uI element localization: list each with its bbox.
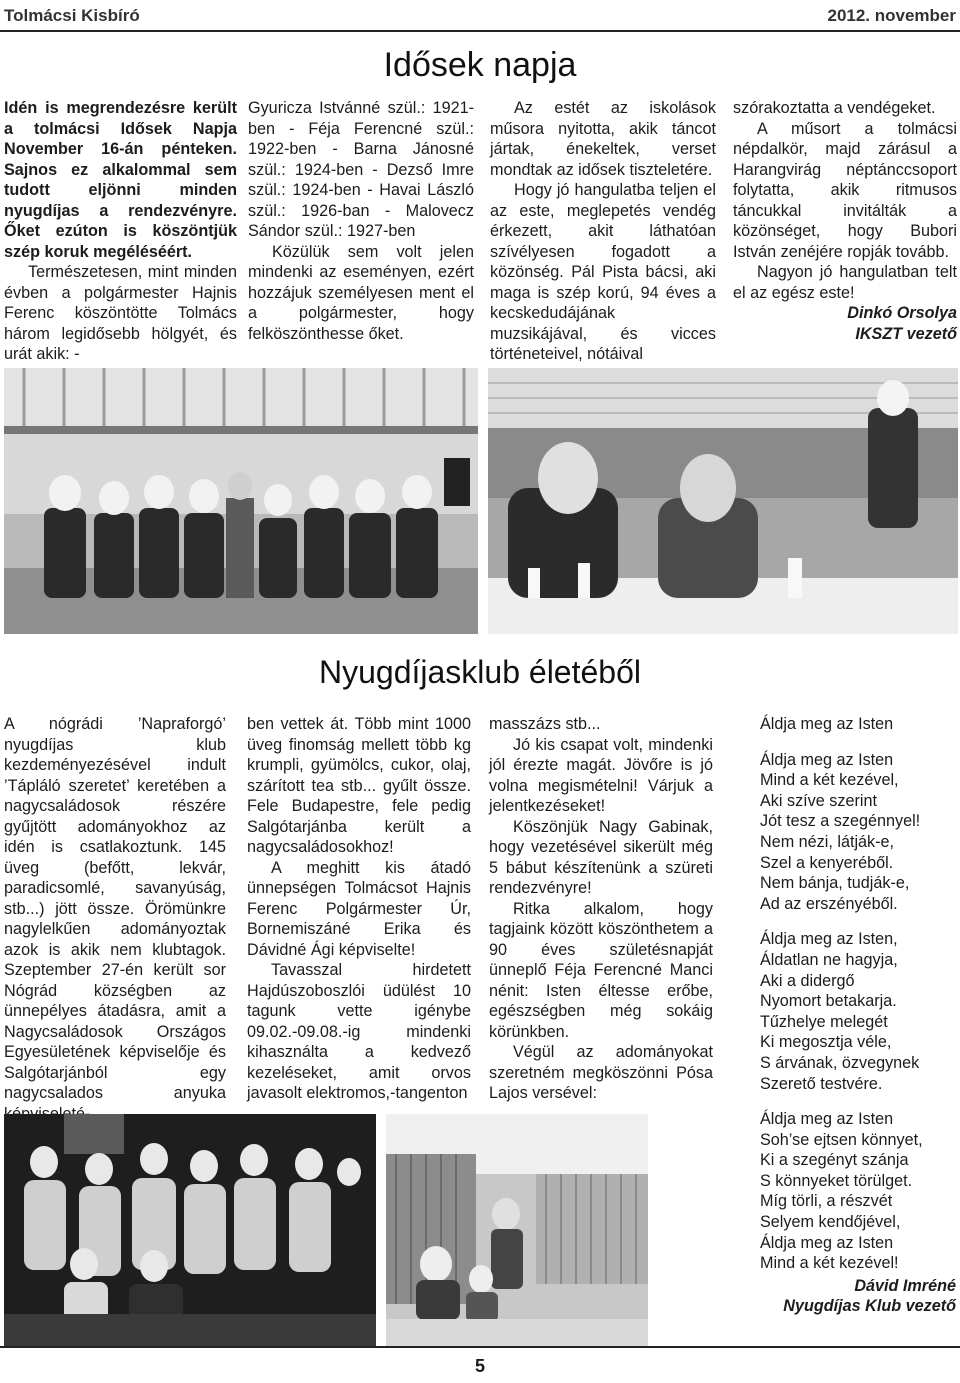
article1-column-2 <box>248 98 474 344</box>
paragraph: Gyuricza Istvánné szül.: 1921-ben - Féja Ferencné szül.: 1922-ben - Barna Jánosné szül.: 1924-ben - Dezső Imre szül.: 1924-ben - Havai László szül.: 1926-ban - Malovecz Sándor szül.: 1927-ben <box>248 99 474 240</box>
author-signature: Dinkó Orsolya <box>847 304 957 322</box>
poem-line: Áldja meg az Isten, <box>760 930 898 949</box>
poem-line: Áldja meg az Isten <box>760 1233 894 1252</box>
poem-line: Szel a kenyeréből. <box>760 853 894 872</box>
publication-name: Tolmácsi Kisbíró <box>4 6 140 25</box>
article2-column-2 <box>247 714 471 1104</box>
poem-line: Ki megosztja véle, <box>760 1033 892 1052</box>
poem-line: Áldja meg az Isten <box>760 1110 894 1129</box>
paragraph: masszázs stb... <box>489 715 601 733</box>
poem-line: Aki a didergő <box>760 971 855 990</box>
article-title-idosek-napja: Idősek napja <box>383 46 577 84</box>
article2-column-1 <box>4 714 226 1124</box>
poem-line: S árvának, özvegynek <box>760 1053 920 1072</box>
paragraph: Közülük sem volt jelen mindenki az eseményen, ezért hozzájuk személyesen ment el a polgármester, hogy felköszönthesse őket. <box>248 242 474 343</box>
paragraph: Az estét az iskolások műsora nyitotta, akik táncot jártak, énekeltek, verset mondtak az idősek tiszteletére. <box>490 99 716 179</box>
poem-line: Soh’se ejtsen könnyet, <box>760 1130 923 1149</box>
photo-scarecrow-dolls <box>386 1114 648 1346</box>
guests-photo-illustration <box>488 368 958 634</box>
paragraph: A nógrádi ’Napraforgó’ nyugdíjas klub kezdeményezésével indult ’Tápláló szeretet’ keretében a nagycsaládosok részére gyűjtött adományokhoz az idén is csatlakoztunk. 145 üveg (befőtt, lekvár, paradicsomlé, savanyúság, stb...) jött össze. Örömünkre nagylelkűen adományoztak azok is akik nem klubtagok. Szeptember 27-én került sor Nógrád községben az ünnepélyes átadásra, amit a Nagycsaládosok Országos Egyesületének képviselője és Salgótarjánból egy nagycsalados anyuka <box>4 715 226 1102</box>
poem-line: Nem bánja, tudják-e, <box>760 874 910 893</box>
poem-line: Mind a két kezével! <box>760 1254 899 1273</box>
poem-line: Aki szíve szerint <box>760 791 877 810</box>
author-title: IKSZT vezető <box>855 324 957 343</box>
poem-line: Szerető testvére. <box>760 1074 883 1093</box>
photo-choir-group <box>4 368 478 634</box>
poem-line: Ad az erszényéből. <box>760 894 898 913</box>
paragraph: Ritka alkalom, hogy tagjaink között köszönthetem a 90 éves születésnapját ünneplő Féja Ferencné Manci nénit: Isten éltesse erőbe, egészségben még sokáig körünkben. <box>489 899 713 1041</box>
paragraph: Végül az adományokat szeretném megköszönni Pósa Lajos versével: <box>489 1043 713 1102</box>
poem-stanza <box>760 714 956 735</box>
poem-line: Nem nézi, látják-e, <box>760 832 895 851</box>
photo-club-members <box>4 1114 376 1346</box>
paragraph: ben vettek át. Több mint 1000 üveg finomság mellett több kg krumpli, gyümölcs, cukor, olaj, szárított tea stb... gyűlt össze. Fele Budapestre, fele pedig Salgótarjánba került a nagycsaládosokhoz! <box>247 715 471 856</box>
paragraph: Hogy jó hangulatba teljen el az este, meglepetés vendég érkezett, akit láthatóan szívélyesen fogadott a közönség. Pál Pista bácsi, aki maga is szép korú, 94 éves a kecskedudájának muzsikájával, és vicces történeteivel, nótáival <box>490 181 716 363</box>
poem-stanza <box>760 750 956 915</box>
footer-rule <box>0 1346 960 1348</box>
poem-line: Áldja meg az Isten <box>760 715 894 733</box>
poem-line: Míg törli, a részvét <box>760 1192 893 1211</box>
paragraph: A meghitt kis átadó ünnepségen Tolmácsot Hajnis Ferenc Polgármester Úr, Bornemiszáné Erika és Dávidné Ági képviselte! <box>247 858 471 959</box>
paragraph: Jó kis csapat volt, mindenki jól érezte magát. Jövőre is jó volna megismételni! Várjuk a jelentkezéseket! <box>489 735 713 815</box>
paragraph: Tavasszal hirdetett Hajdúszoboszlói üdülést 10 tagunk vette igénybe 09.02.-09.08.-ig mindenki kihasználta a kedvező kezeléseket, amit orvos javasolt elektromos,-tangenton <box>247 961 471 1102</box>
poem-signature-title: Nyugdíjas Klub vezető <box>783 1297 956 1316</box>
article1-column-3 <box>490 98 716 365</box>
paragraph: A műsort a tolmácsi népdalkör, majd zárásul a Harangvirág néptánccsoport folytatta, akik ritmusos táncukkal invitálták a közönséget, hogy Bubori István zenéjére ropják tovább. <box>733 119 957 261</box>
article1-column-4 <box>733 98 957 344</box>
header-rule <box>0 30 960 32</box>
poem-line: Jót tesz a szegénnyel! <box>760 812 921 831</box>
poem-signature-name: Dávid Imréné <box>854 1276 956 1295</box>
poem-line: Mind a két kezével, <box>760 771 899 790</box>
page-header <box>0 0 960 34</box>
poem-stanza <box>760 929 956 1094</box>
paragraph: szórakoztatta a vendégeket. <box>733 99 936 117</box>
paragraph: Természetesen, mint minden évben a polgármester Hajnis Ferenc köszöntötte Tolmács három legidősebb hölgyét, és urát akik: - <box>4 263 237 363</box>
poem-line: Ki a szegényt szánja <box>760 1151 909 1170</box>
poem-line: Nyomort betakarja. <box>760 992 897 1011</box>
photo-elderly-guests <box>488 368 958 634</box>
page-number: 5 <box>474 1356 485 1376</box>
article-title-nyugdijasklub: Nyugdíjasklub életéből <box>319 654 641 690</box>
poem-line: Áldja meg az Isten <box>760 750 894 769</box>
poem-column <box>760 714 956 1317</box>
poem-stanza <box>760 1109 956 1274</box>
club-photo-illustration <box>4 1114 376 1346</box>
issue-date: 2012. november <box>827 6 956 25</box>
article1-column-1 <box>4 98 237 365</box>
article2-column-3 <box>489 714 713 1104</box>
choir-photo-illustration <box>4 368 478 634</box>
poem-line: Tűzhelye melegét <box>760 1012 888 1031</box>
article1-lead: Idén is megrendezésre került a tolmácsi Idősek Napja November 16-án pénteken. Sajnos ez alkalommal sem tudott eljönni minden nyugdíjas a rendezvényre. Őket ezúton is köszöntjük szép koruk megéléséért. <box>4 99 237 261</box>
poem-line: Áldatlan ne hagyja, <box>760 950 898 969</box>
paragraph: Nagyon jó hangulatban telt el az egész este! <box>733 263 957 302</box>
poem-line: Selyem kendőjével, <box>760 1213 901 1232</box>
dolls-photo-illustration <box>386 1114 648 1346</box>
paragraph: Köszönjük Nagy Gabinak, hogy vezetésével sikerült még 5 bábut készítenünk a szüreti rendezvényre! <box>489 817 713 897</box>
poem-line: S könnyeket törülget. <box>760 1171 913 1190</box>
